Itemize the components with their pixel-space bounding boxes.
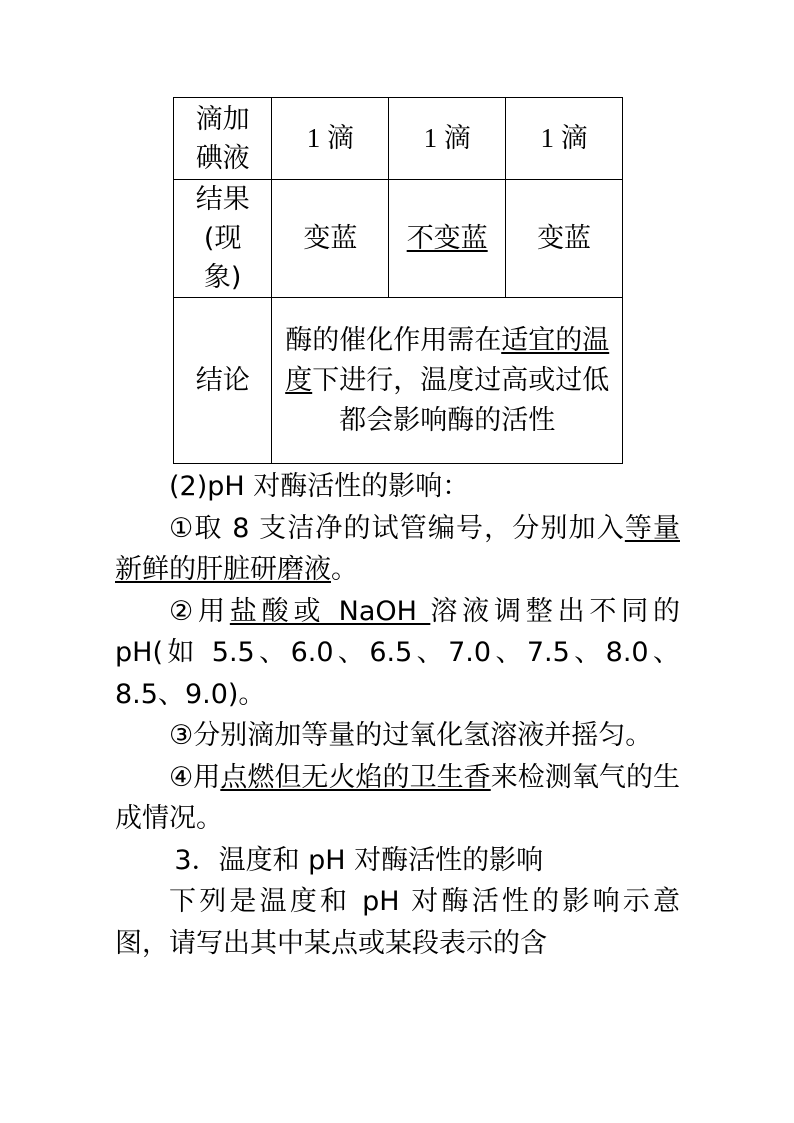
paragraph: (2)pH 对酶活性的影响： bbox=[169, 471, 470, 502]
paragraph: ①取 8 支洁净的试管编号，分别加入等量新鲜的肝脏研磨液。 bbox=[115, 512, 680, 585]
table-cell: 变蓝 bbox=[506, 180, 623, 298]
conclusion-cell bbox=[272, 298, 623, 464]
answer-blank: 等量新鲜的肝脏研磨液 bbox=[115, 512, 680, 585]
table-row bbox=[174, 98, 623, 180]
conclusion-text: 酶的催化作用需在 bbox=[285, 324, 502, 356]
table-cell: 1 滴 bbox=[272, 98, 389, 180]
row-label: 滴加碘液 bbox=[174, 98, 272, 180]
section-heading: 3．温度和 pH 对酶活性的影响 bbox=[174, 844, 544, 876]
table-cell-underlined: 不变蓝 bbox=[389, 180, 506, 298]
paragraph: ④用点燃但无火焰的卫生香来检测氧气的生成情况。 bbox=[115, 761, 680, 834]
table-cell: 变蓝 bbox=[272, 180, 389, 298]
paragraph: ②用盐酸或 NaOH 溶液调整出不同的 pH(如 5.5、6.0、6.5、7.0、7.5、8.0、8.5、9.0)。 bbox=[115, 595, 680, 710]
body-text bbox=[115, 466, 680, 964]
paragraph: 下列是温度和 pH 对酶活性的影响示意图，请写出其中某点或某段表示的含 bbox=[115, 886, 680, 959]
answer-blank: 点燃但无火焰的卫生香 bbox=[220, 761, 491, 793]
table-row bbox=[174, 298, 623, 464]
answer-blank: 盐酸或 NaOH bbox=[229, 595, 431, 627]
conclusion-blank: 适宜的温度 bbox=[285, 324, 610, 396]
row-label: 结果(现象) bbox=[174, 180, 272, 298]
experiment-table bbox=[173, 97, 623, 464]
table-cell: 1 滴 bbox=[389, 98, 506, 180]
table-row bbox=[174, 180, 623, 298]
row-label: 结论 bbox=[174, 298, 272, 464]
paragraph: ③分别滴加等量的过氧化氢溶液并摇匀。 bbox=[169, 720, 653, 751]
table-cell: 1 滴 bbox=[506, 98, 623, 180]
conclusion-text: 下进行，温度过高或过低都会影响酶的活性 bbox=[312, 364, 610, 436]
